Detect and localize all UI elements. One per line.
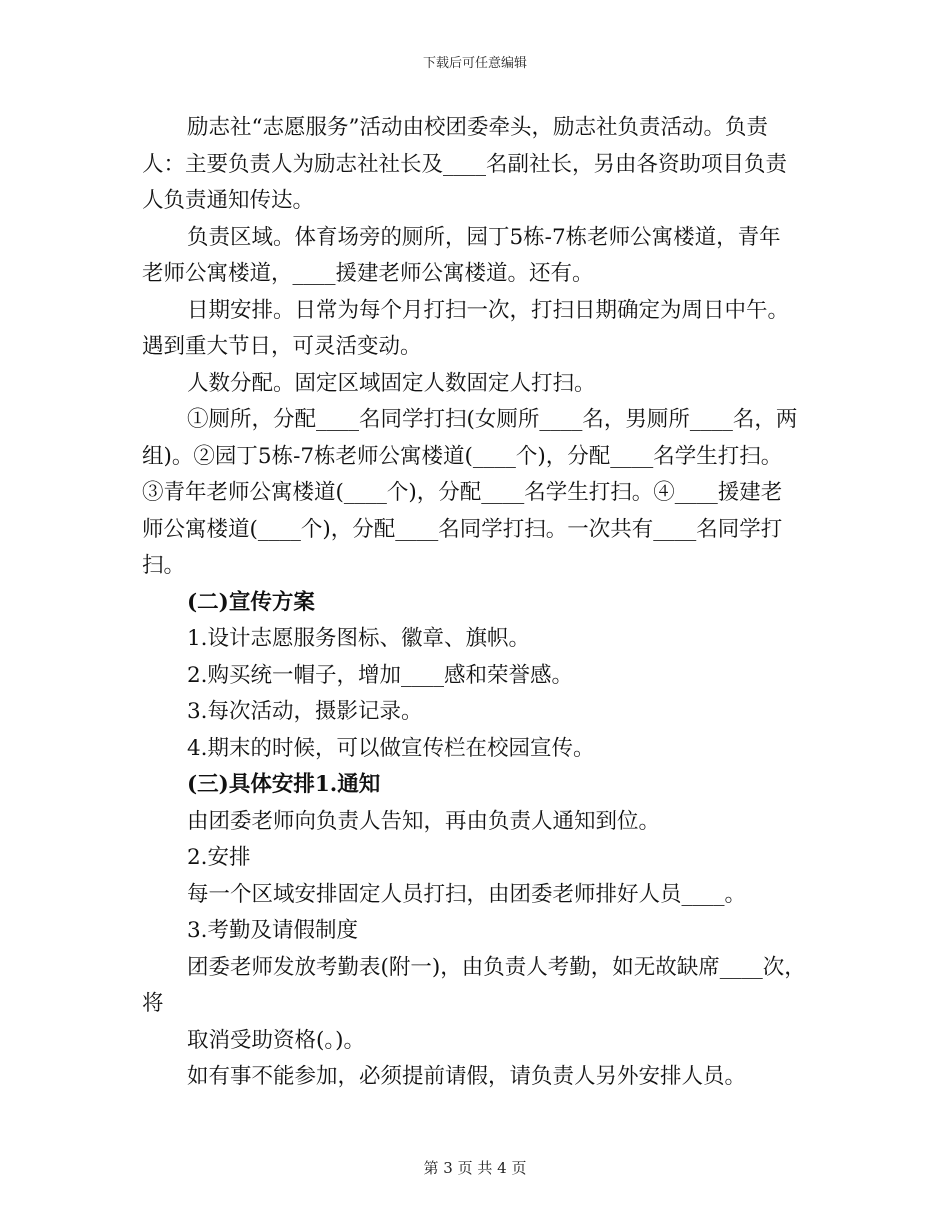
text-line: 由团委老师向负责人告知，再由负责人通知到位。 (187, 808, 661, 834)
section-heading: (三)具体安排1.通知 (187, 772, 381, 797)
text-line: 4.期末的时候，可以做宣传栏在校园宣传。 (187, 735, 595, 761)
text-line: 3.每次活动，摄影记录。 (187, 699, 423, 724)
page-header: 下载后可任意编辑 (422, 56, 527, 71)
text-line: 遇到重大节日，可灵活变动。 (142, 334, 422, 359)
text-line: 人数分配。固定区域固定人数固定人打扫。 (187, 370, 596, 396)
document-body (142, 110, 814, 1096)
text-line: 将 (142, 991, 164, 1016)
text-line: 取消受助资格(。)。 (187, 1027, 366, 1053)
text-line: 3.考勤及请假制度 (187, 918, 359, 943)
text-line: 团委老师发放考勤表(附一)，由负责人考勤，如无故缺席____次， (187, 954, 806, 980)
text-line: 2.安排 (187, 845, 251, 870)
text-line: 负责区域。体育场旁的厕所，园丁5栋-7栋老师公寓楼道，青年 (187, 224, 781, 250)
text-line: 1.设计志愿服务图标、徽章、旗帜。 (187, 626, 531, 651)
text-line: 励志社“志愿服务”活动由校团委牵头，励志社负责活动。负责 (187, 115, 768, 140)
text-line: 人：主要负责人为励志社社长及____名副社长，另由各资助项目负责 (142, 151, 788, 177)
text-line: 2.购买统一帽子，增加____感和荣誉感。 (187, 662, 574, 688)
text-line: ③青年老师公寓楼道(____个)，分配____名学生打扫。④____援建老 (142, 480, 783, 505)
page-footer: 第 3 页 共 4 页 (423, 1159, 527, 1177)
text-line: 组)。②园丁5栋-7栋老师公寓楼道(____个)，分配____名学生打扫。 (142, 443, 783, 469)
text-line: 如有事不能参加，必须提前请假，请负责人另外安排人员。 (187, 1064, 747, 1089)
text-line: 老师公寓楼道，____援建老师公寓楼道。还有。 (142, 261, 594, 286)
section-heading: (二)宣传方案 (187, 589, 315, 615)
text-line: 日期安排。日常为每个月打扫一次，打扫日期确定为周日中午。 (187, 297, 790, 323)
text-line: 人负责通知传达。 (142, 188, 315, 213)
text-line: 师公寓楼道(____个)，分配____名同学打扫。一次共有____名同学打 (142, 516, 783, 542)
text-line: ①厕所，分配____名同学打扫(女厕所____名，男厕所____名，两 (187, 407, 798, 432)
text-line: 每一个区域安排固定人员打扫，由团委老师排好人员____。 (187, 881, 747, 907)
text-line: 扫。 (142, 553, 186, 578)
